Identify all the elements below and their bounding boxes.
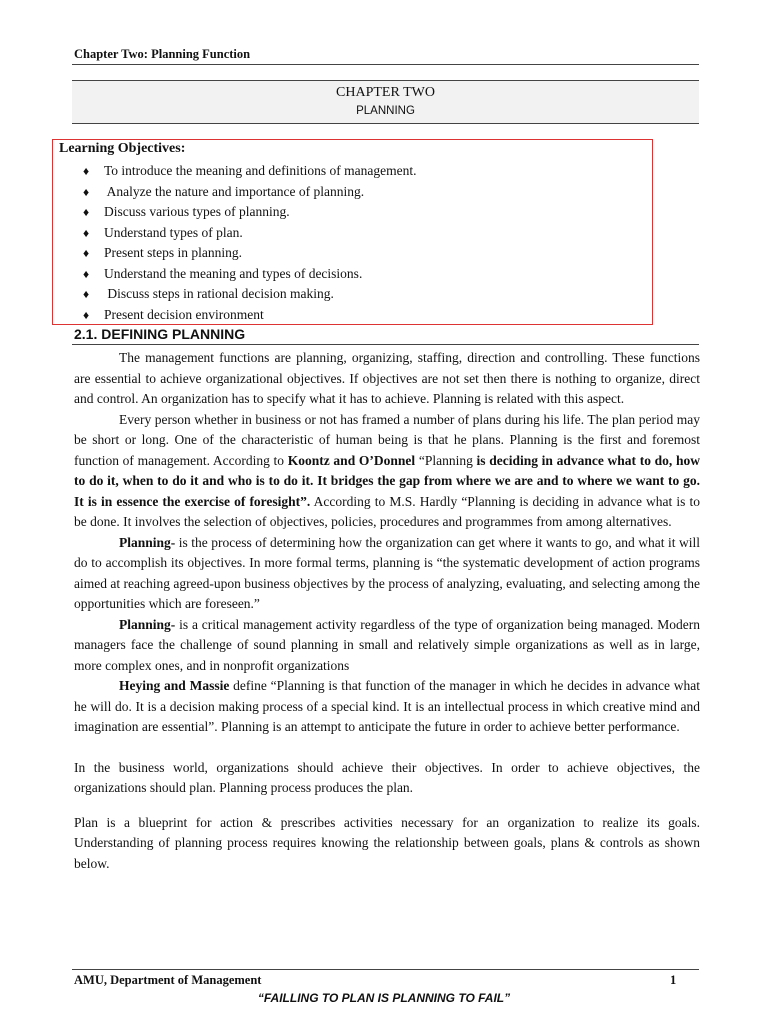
diamond-bullet-icon: ♦ [83,205,90,219]
diamond-bullet-icon: ♦ [83,184,90,199]
section-rule [72,344,699,345]
footer-rule [72,969,699,970]
list-item: ♦ Understand types of plan. [83,223,416,244]
chapter-title: CHAPTER TWO [336,85,435,100]
learning-objectives-box [52,139,653,325]
diamond-bullet-icon: ♦ [83,287,90,301]
diamond-bullet-icon: ♦ [83,225,90,240]
running-header: Chapter Two: Planning Function [74,47,251,61]
diamond-bullet-icon: ♦ [83,164,90,178]
paragraph: Heying and Massie define “Planning is that function of the manager in which he decides in advance what he will do. It is a decision making process of a special kind. It is an intellectual process in which creative mind and imagination are essential”. Planning is an attempt to anticipate the future in order to achieve better performance. [74,678,700,734]
diamond-bullet-icon: ♦ [83,266,90,281]
footer-department: AMU, Department of Management [74,973,262,987]
list-item: ♦ Discuss steps in rational decision making. [83,284,416,305]
objectives-heading: Learning Objectives: [59,141,186,156]
paragraph: In the business world, organizations should achieve their objectives. In order to achieve objectives, the organizations should plan. Planning process produces the plan. [74,759,700,795]
section-heading: 2.1. DEFINING PLANNING [74,326,246,342]
paragraph: Every person whether in business or not has framed a number of plans during his life. The plan period may be short or long. One of the characteristic of human being is that he plans. Planning is the first and foremost function of management. According to Koontz and O’Donnel “Planning is deciding in advance what to do, how to do it, when to do it and who is to do it. It bridges the gap from where we are and to where we want to go. It is in essence the exercise of foresight”. According to M.S. Hardly “Planning is deciding in advance what is to be done. It involves the selection of objectives, policies, procedures and programmes from among alternatives. [74,411,700,529]
list-item: ♦ Present decision environment [83,305,416,326]
paragraph: Planning- is a critical management activity regardless of the type of organization being managed. Modern managers face the challenge of sound planning in small and relatively simple organizations as well as in large, more complex ones, and in nonprofit organizations [74,616,700,673]
footer-motto: “FAILLING TO PLAN IS PLANNING TO FAIL” [257,991,511,1005]
list-item: ♦ Understand the meaning and types of decisions. [83,264,416,285]
diamond-bullet-icon: ♦ [83,307,90,322]
header-rule [72,64,699,65]
paragraph: Plan is a blueprint for action & prescribes activities necessary for an organization to realize its goals. Understanding of planning process requires knowing the relationship between goals, plans & controls as shown below. [74,814,700,871]
chapter-title-box [72,80,699,124]
paragraph: The management functions are planning, organizing, staffing, direction and controlling. These functions are essential to achieve organizational objectives. If objectives are not set then there is nothing to organize, direct and control. An organization has to specify what it has to achieve. Planning is related with this aspect. [74,350,700,406]
body-text [74,348,700,874]
chapter-subtitle: PLANNING [356,105,415,117]
page-number: 1 [670,973,677,987]
objectives-list [83,161,416,325]
list-item: ♦ To introduce the meaning and definitions of management. [83,161,416,182]
paragraph: Planning- is the process of determining how the organization can get where it wants to go, and what it will do to accomplish its objectives. In more formal terms, planning is “the systematic development of action programs aimed at reaching agreed-upon business objectives by the process of analyzing, evaluating, and selecting among the opportunities which are foreseen.” [74,534,700,611]
list-item: ♦ Discuss various types of planning. [83,202,416,223]
list-item: ♦ Analyze the nature and importance of planning. [83,182,416,203]
diamond-bullet-icon: ♦ [83,246,90,260]
list-item: ♦ Present steps in planning. [83,243,416,264]
